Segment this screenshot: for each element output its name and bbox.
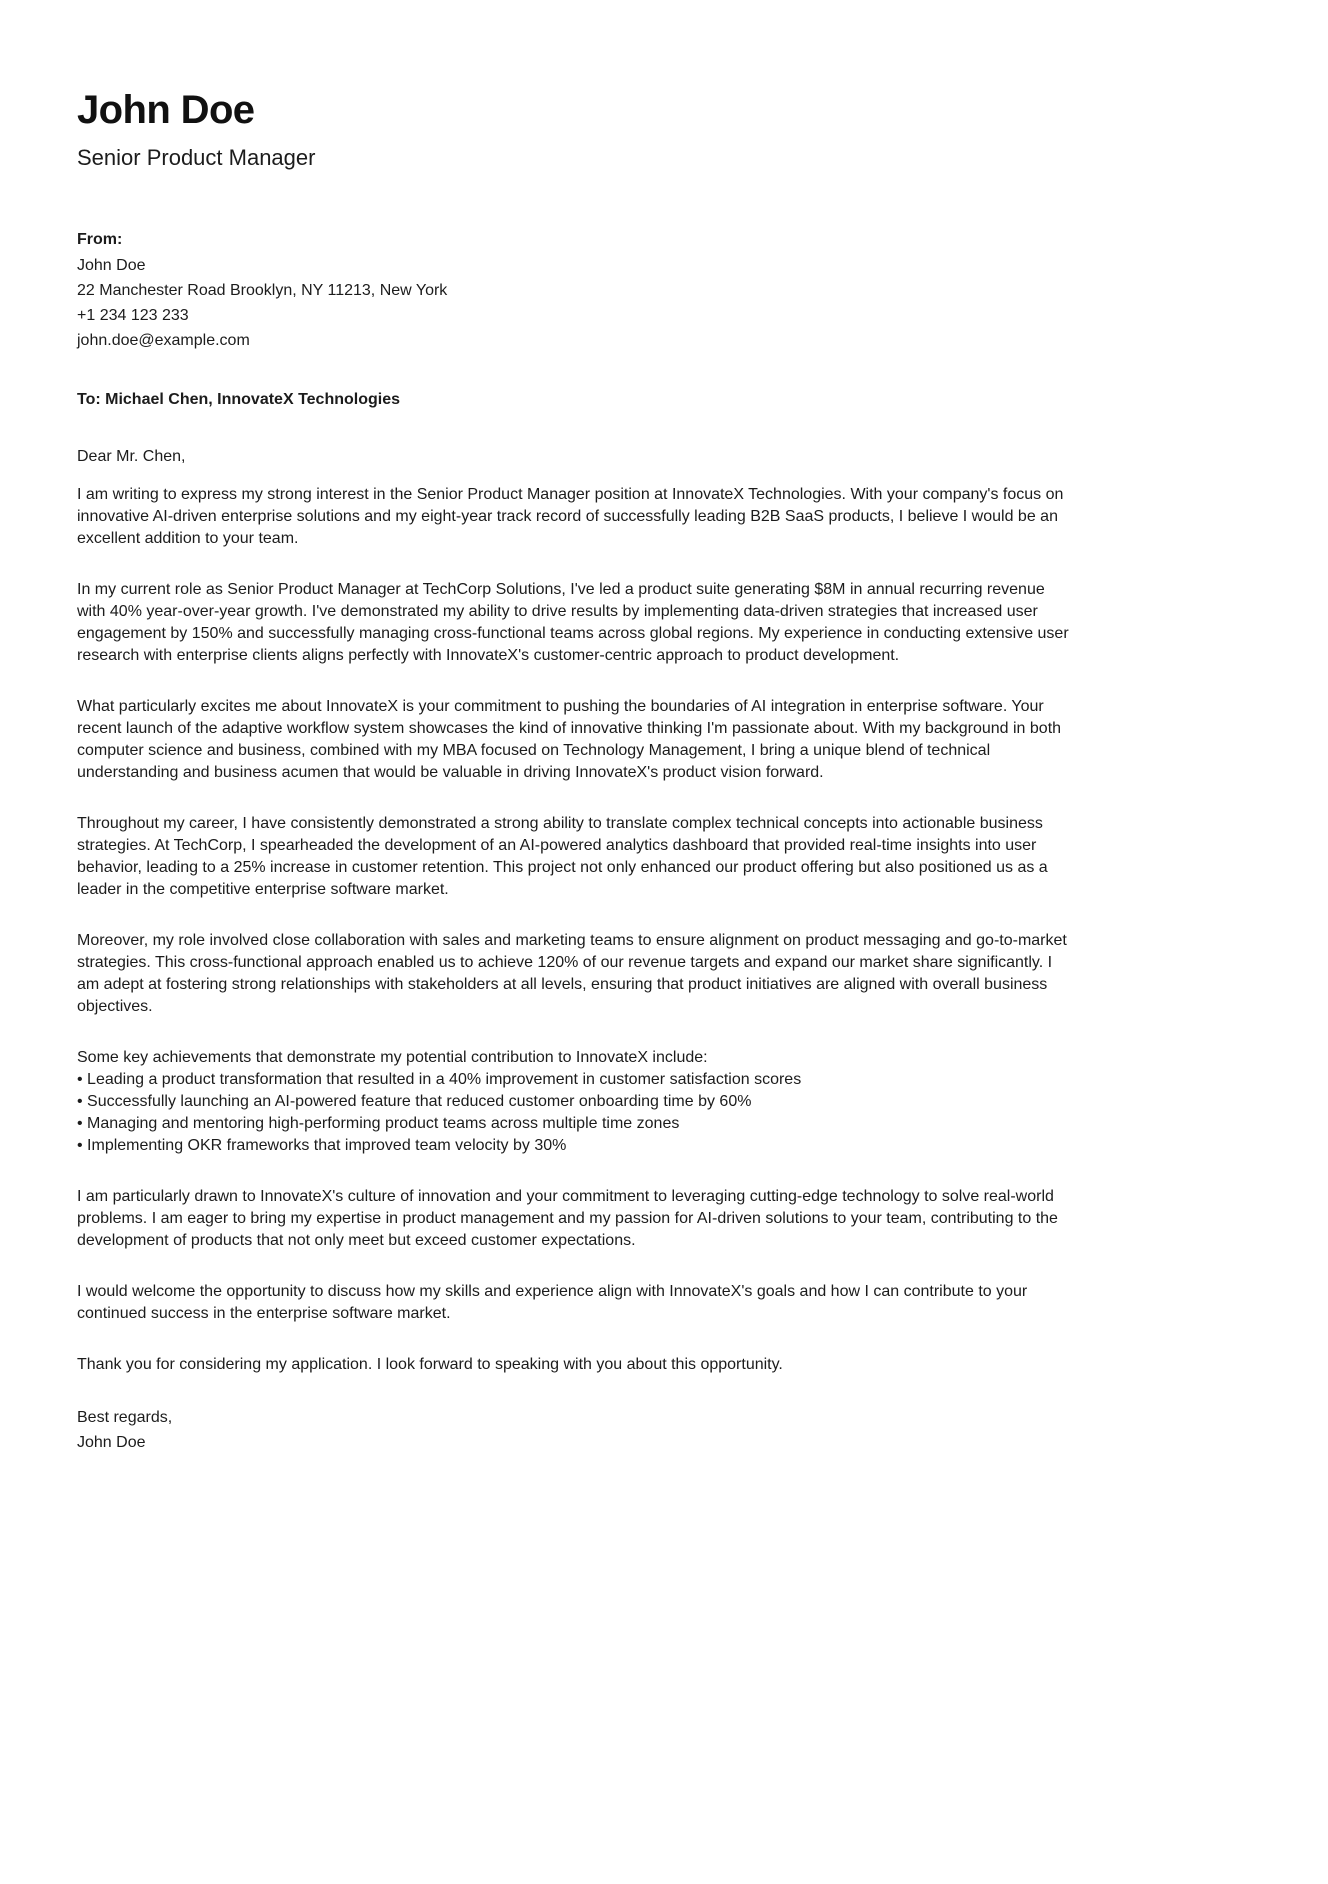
achievement-item: • Implementing OKR frameworks that improved team velocity by 30% [77,1137,567,1154]
recipient-line: To: Michael Chen, InnovateX Technologies [77,391,400,408]
achievements-section [77,1047,1070,1157]
salutation: Dear Mr. Chen, [77,448,186,465]
closing-block [77,1405,1070,1455]
sender-details [77,253,1070,353]
sender-name: John Doe [77,257,146,274]
paragraph-current-role: In my current role as Senior Product Manager at TechCorp Solutions, I've led a product suite generating $8M in annual recurring revenue with 40% year-over-year growth. I've demonstrated my ability to drive results by implementing data-driven strategies that increased user engagement by 150% and successfully managing cross-functional teams across global regions. My experience in conducting extensive user research with enterprise clients aligns perfectly with InnovateX's customer-centric approach to product development. [77,581,1069,664]
achievement-item: • Leading a product transformation that resulted in a 40% improvement in customer satisfaction scores [77,1071,802,1088]
paragraph-culture: I am particularly drawn to InnovateX's culture of innovation and your commitment to leveraging cutting-edge technology to solve real-world problems. I am eager to bring my expertise in product management and my passion for AI-driven solutions to your team, contributing to the development of products that not only meet but exceed customer expectations. [77,1188,1058,1249]
sender-email: john.doe@example.com [77,332,250,349]
paragraph-why-innovatex: What particularly excites me about InnovateX is your commitment to pushing the boundaries of AI integration in enterprise software. Your recent launch of the adaptive workflow system showcases the kind of innovative thinking I'm passionate about. With my background in both computer science and business, combined with my MBA focused on Technology Management, I bring a unique blend of technical understanding and business acumen that would be valuable in driving InnovateX's product vision forward. [77,698,1062,781]
sender-address: 22 Manchester Road Brooklyn, NY 11213, New York [77,282,448,299]
from-label: From: [77,231,123,248]
paragraph-thank-you: Thank you for considering my application. I look forward to speaking with you about this opportunity. [77,1356,783,1373]
letter-content [77,88,1070,1455]
closing-regards: Best regards, [77,1409,173,1426]
letter-body [77,484,1070,1455]
achievements-intro: Some key achievements that demonstrate my potential contribution to InnovateX include: [77,1049,708,1066]
achievement-item: • Managing and mentoring high-performing product teams across multiple time zones [77,1115,680,1132]
paragraph-intro: I am writing to express my strong interest in the Senior Product Manager position at InnovateX Technologies. With your company's focus on innovative AI-driven enterprise solutions and my eight-year track record of successfully leading B2B SaaS products, I believe I would be an excellent addition to your team. [77,486,1064,547]
sender-phone: +1 234 123 233 [77,307,189,324]
achievement-item: • Successfully launching an AI-powered feature that reduced customer onboarding time by 60% [77,1093,752,1110]
paragraph-career: Throughout my career, I have consistently demonstrated a strong ability to translate complex technical concepts into actionable business strategies. At TechCorp, I spearheaded the development of an AI-powered analytics dashboard that provided real-time insights into user behavior, leading to a 25% increase in customer retention. This project not only enhanced our product offering but also positioned us as a leader in the competitive enterprise software market. [77,815,1048,898]
signature-name: John Doe [77,1434,146,1451]
paragraph-collaboration: Moreover, my role involved close collaboration with sales and marketing teams to ensure alignment on product messaging and go-to-market strategies. This cross-functional approach enabled us to achieve 120% of our revenue targets and expand our market share significantly. I am adept at fostering strong relationships with stakeholders at all levels, ensuring that product initiatives are aligned with overall business objectives. [77,932,1067,1015]
letter-header [77,88,1070,171]
paragraph-welcome-discussion: I would welcome the opportunity to discuss how my skills and experience align with InnovateX's goals and how I can contribute to your continued success in the enterprise software market. [77,1283,1028,1322]
page-title: John Doe [77,88,255,132]
person-role-subtitle: Senior Product Manager [77,145,316,170]
